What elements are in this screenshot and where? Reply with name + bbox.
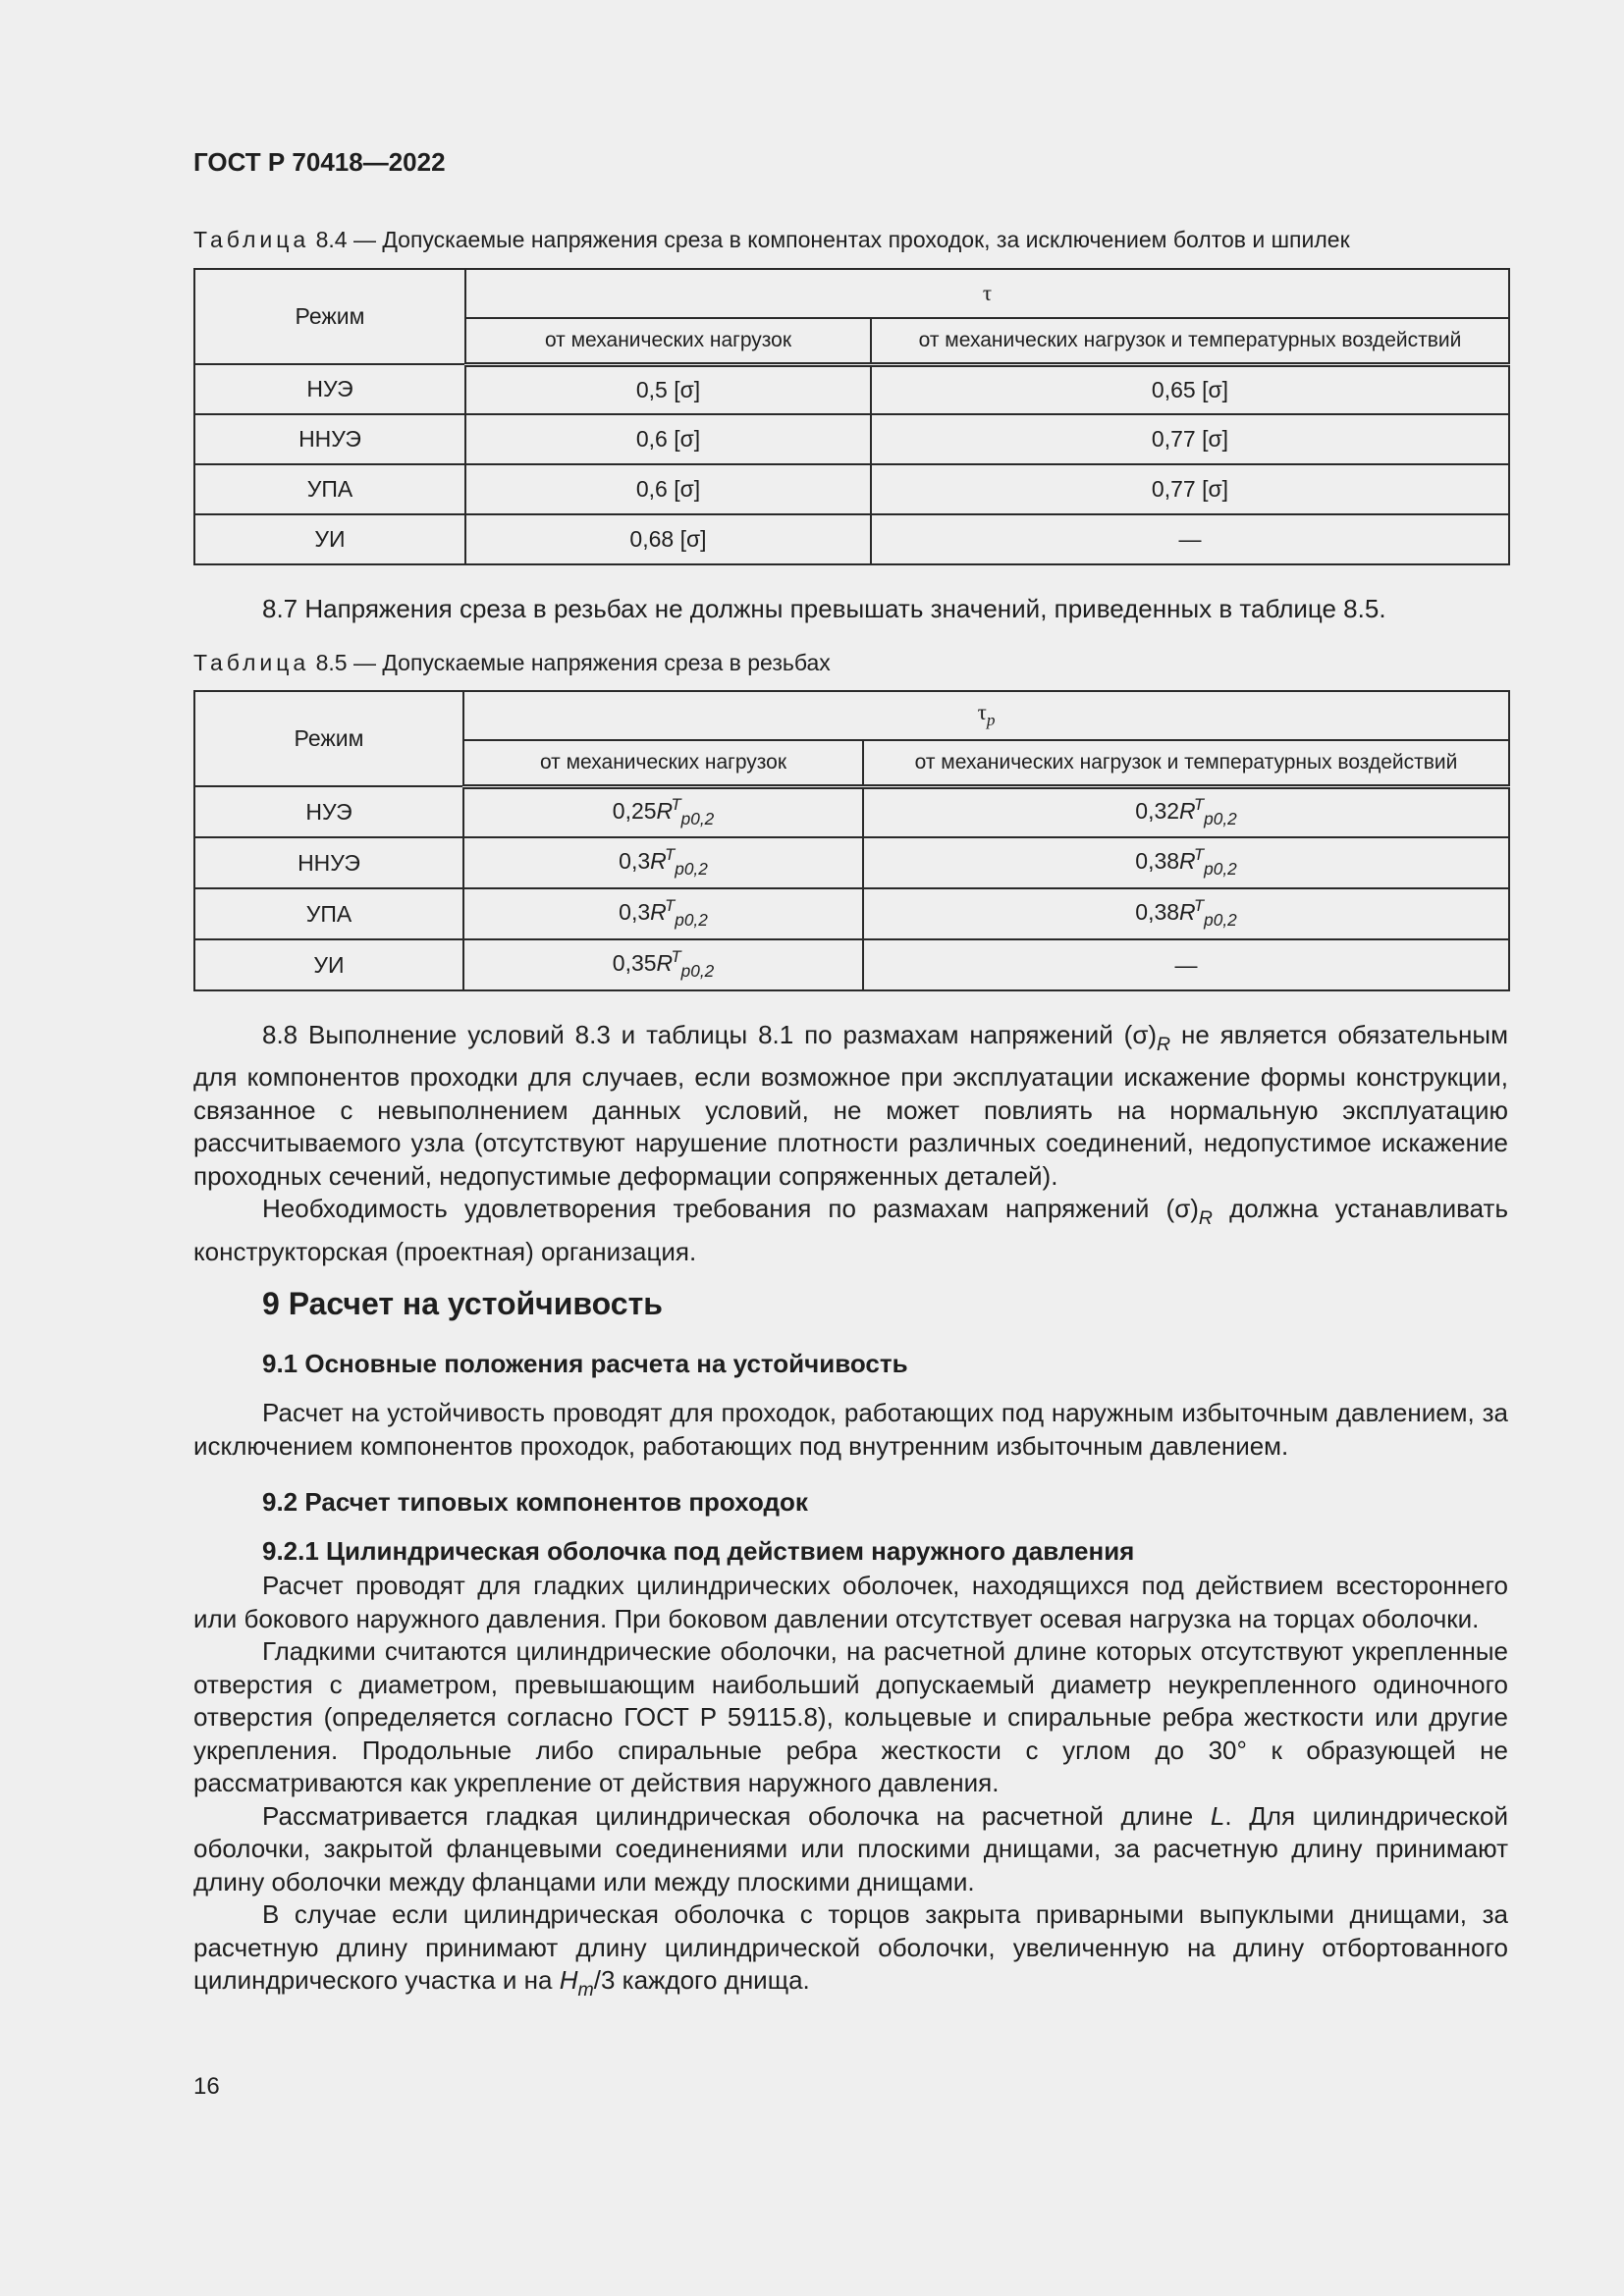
section-9-2-1-text bbox=[193, 1570, 1508, 2006]
cell-mech-temp: $0,32R^T_{p0,2}$ bbox=[863, 786, 1509, 837]
paragraph-8-7: 8.7 Напряжения среза в резьбах не должны превышать значений, приведенных в таблице 8.5. bbox=[262, 594, 1386, 623]
section-9-2-heading: 9.2 Расчет типовых компонентов проходок bbox=[262, 1487, 808, 1517]
table-row bbox=[194, 464, 1509, 514]
header-mech-temp: от механических нагрузок и температурных воздействий bbox=[863, 740, 1509, 786]
cell-mech-temp: 0,77 [σ] bbox=[871, 414, 1509, 464]
section-9-1-heading: 9.1 Основные положения расчета на устойчивость bbox=[262, 1349, 908, 1378]
table-caption-word: Таблица bbox=[193, 227, 310, 252]
cell-mode: ННУЭ bbox=[194, 837, 463, 888]
cell-mode: УПА bbox=[194, 888, 463, 939]
document-code: ГОСТ Р 70418—2022 bbox=[193, 147, 446, 177]
cell-mech-temp: 0,65 [σ] bbox=[871, 364, 1509, 414]
cell-mode: НУЭ bbox=[194, 786, 463, 837]
cell-mech-temp: — bbox=[863, 939, 1509, 990]
paragraph-8-8-p1: 8.8 Выполнение условий 8.3 и таблицы 8.1 по размахам напряжений $(\sigma)_R$ не является обязательным для компонентов проходки для случаев, если возможное при эксплуатации искажение формы конструкции, связанное с невыполнением данных условий, не может повлиять на нормальную эксплуатацию рассчитываемого узла (отсутствуют нарушение плотности различных соединений, недопустимое искажение проходных сечений, недопустимые деформации сопряженных деталей). bbox=[193, 1020, 1508, 1191]
cell-mech: 0,6 [σ] bbox=[465, 414, 871, 464]
cell-mode: УИ bbox=[194, 514, 465, 564]
cell-mech: $0,35R^T_{p0,2}$ bbox=[463, 939, 863, 990]
cell-mode: УПА bbox=[194, 464, 465, 514]
table-row bbox=[194, 786, 1509, 837]
table-caption-text: 8.5 — Допускаемые напряжения среза в резьбах bbox=[315, 650, 831, 675]
paragraph-8-8-p2: Необходимость удовлетворения требования по размахам напряжений $(\sigma)_R$ должна устанавливать конструкторская (проектная) организация. bbox=[193, 1194, 1509, 1266]
cell-mech-temp: $0,38R^T_{p0,2}$ bbox=[863, 837, 1509, 888]
cell-mech-temp: $0,38R^T_{p0,2}$ bbox=[863, 888, 1509, 939]
table-row bbox=[194, 514, 1509, 564]
cell-mech: 0,5 [σ] bbox=[465, 364, 871, 414]
table-caption-word: Таблица bbox=[193, 650, 310, 675]
table-row bbox=[194, 888, 1509, 939]
table-caption-text: 8.4 — Допускаемые напряжения среза в компонентах проходок, за исключением болтов и шпилек bbox=[315, 227, 1350, 252]
header-mech: от механических нагрузок bbox=[463, 740, 863, 786]
section-9-1-text: Расчет на устойчивость проводят для проходок, работающих под наружным избыточным давлением, за исключением компонентов проходок, работающих под внутренним избыточным давлением. bbox=[193, 1398, 1508, 1461]
table-row bbox=[194, 837, 1509, 888]
table-row bbox=[194, 414, 1509, 464]
cell-mech-temp: — bbox=[871, 514, 1509, 564]
table-row bbox=[194, 939, 1509, 990]
table-8-5 bbox=[193, 690, 1510, 991]
cell-mech-temp: 0,77 [σ] bbox=[871, 464, 1509, 514]
header-mech-temp: от механических нагрузок и температурных воздействий bbox=[871, 318, 1509, 364]
cell-mode: ННУЭ bbox=[194, 414, 465, 464]
cell-mech: $0,3R^T_{p0,2}$ bbox=[463, 837, 863, 888]
table-8-4-caption bbox=[193, 227, 1350, 253]
table-8-4 bbox=[193, 268, 1510, 565]
header-mode: Режим bbox=[194, 691, 463, 786]
cell-mech: 0,6 [σ] bbox=[465, 464, 871, 514]
section-9-2-1-heading: 9.2.1 Цилиндрическая оболочка под действием наружного давления bbox=[262, 1536, 1135, 1566]
header-mode: Режим bbox=[194, 269, 465, 364]
section-9-heading: 9 Расчет на устойчивость bbox=[262, 1286, 663, 1321]
paragraph: Расчет проводят для гладких цилиндрических оболочек, находящихся под действием всестороннего или бокового наружного давления. При боковом давлении отсутствует осевая нагрузка на торцах оболочки. bbox=[193, 1571, 1508, 1633]
paragraph-8-8 bbox=[193, 1019, 1508, 1268]
cell-mode: НУЭ bbox=[194, 364, 465, 414]
header-mech: от механических нагрузок bbox=[465, 318, 871, 364]
page-number: 16 bbox=[193, 2073, 220, 2100]
table-row bbox=[194, 364, 1509, 414]
paragraph: Гладкими считаются цилиндрические оболочки, на расчетной длине которых отсутствуют укрепленные отверстия с диаметром, превышающим наибольший допускаемый диаметр неукрепленного одиночного отверстия (определяется согласно ГОСТ Р 59115.8), кольцевые и спиральные ребра жесткости или другие укрепления. Продольные либо спиральные ребра жесткости с углом до 30° к образующей не рассматриваются как укрепление от действия наружного давления. bbox=[193, 1636, 1508, 1797]
header-tau: τ bbox=[465, 269, 1509, 318]
cell-mech: $0,25R^T_{p0,2}$ bbox=[463, 786, 863, 837]
paragraph: Рассматривается гладкая цилиндрическая оболочка на расчетной длине L. Для цилиндрической оболочки, закрытой фланцевыми соединениями или плоскими днищами, за расчетную длину принимают длину оболочки между фланцами или между плоскими днищами. bbox=[193, 1800, 1509, 1896]
header-tau-p: $\tau_p$ bbox=[463, 691, 1509, 740]
cell-mode: УИ bbox=[194, 939, 463, 990]
cell-mech: 0,68 [σ] bbox=[465, 514, 871, 564]
cell-mech: $0,3R^T_{p0,2}$ bbox=[463, 888, 863, 939]
paragraph: В случае если цилиндрическая оболочка с торцов закрыта приварными выпуклыми днищами, за расчетную длину принимают длину цилиндрической оболочки, увеличенную на длину отбортованного цилиндрического участка и на $H_m/3$ каждого днища. bbox=[193, 1899, 1508, 2001]
table-8-5-caption bbox=[193, 650, 831, 676]
